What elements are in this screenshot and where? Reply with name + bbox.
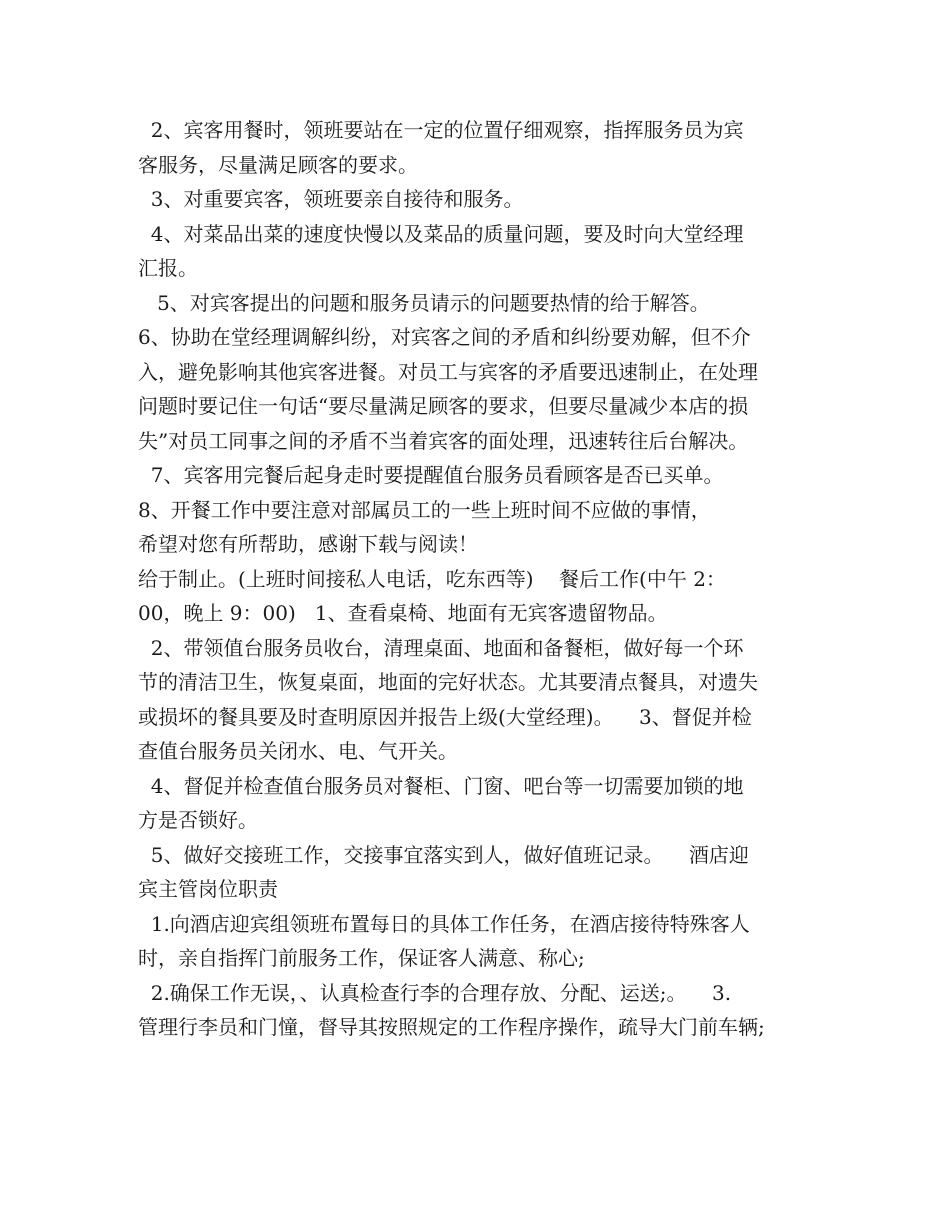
text-line: 节的清洁卫生，恢复桌面，地面的完好状态。尤其要清点餐具，对遗失: [138, 670, 758, 694]
text-line: 时，亲自指挥门前服务工作，保证客人满意、称心;: [138, 946, 585, 970]
text-line: 7、宾客用完餐后起身走时要提醒值台服务员看顾客是否已买单。: [138, 463, 724, 487]
text-line: 5、做好交接班工作，交接事宜落实到人，做好值班记录。 酒店迎: [138, 842, 749, 867]
text-line: 失”对员工同事之间的矛盾不当着宾客的面处理，迅速转往后台解决。: [138, 428, 749, 453]
text-line: 汇报。: [138, 256, 198, 280]
text-line: 2、宾客用餐时，领班要站在一定的位置仔细观察，指挥服务员为宾: [138, 118, 744, 142]
text-line: 5、对宾客提出的问题和服务员请示的问题要热情的给于解答。: [138, 290, 710, 315]
text-line: 2.确保工作无误，、认真检查行李的合理存放、分配、运送;。 3.: [138, 980, 732, 1005]
text-line: 1.向酒店迎宾组领班布置每日的具体工作任务，在酒店接待特殊客人: [138, 911, 750, 936]
text-line: 查值台服务员关闭水、电、气开关。: [138, 739, 458, 763]
text-line: 入，避免影响其他宾客进餐。对员工与宾客的矛盾要迅速制止，在处理: [138, 359, 758, 384]
text-line: 或损坏的餐具要及时查明原因并报告上级(大堂经理)。 3、督促并检: [138, 704, 752, 729]
text-line: 3、对重要宾客，领班要亲自接待和服务。: [138, 187, 524, 211]
text-line: 管理行李员和门憧，督导其按照规定的工作程序操作，疏导大门前车辆;: [138, 1015, 765, 1039]
text-line: 问题时要记住一句话“要尽量满足顾客的要求，但要尽量减少本店的损: [138, 394, 749, 418]
text-line: 客服务，尽量满足顾客的要求。: [138, 152, 418, 177]
text-line: 4、对菜品出菜的速度快慢以及菜品的质量问题，要及时向大堂经理: [138, 221, 744, 246]
text-line: 方是否锁好。: [138, 808, 258, 832]
text-line: 8、开餐工作中要注意对部属员工的一些上班时间不应做的事情，: [138, 497, 711, 522]
text-line: 4、督促并检查值台服务员对餐柜、门窗、吧台等一切需要加锁的地: [138, 773, 744, 798]
text-line: 2、带领值台服务员收台，清理桌面、地面和备餐柜，做好每一个环: [138, 635, 744, 660]
document-body: [138, 113, 818, 1045]
text-line: 给于制止。(上班时间接私人电话，吃东西等) 餐后工作(中午 2：: [138, 566, 726, 591]
text-line: 希望对您有所帮助，感谢下载与阅读！: [138, 532, 478, 556]
text-line: 宾主管岗位职责: [138, 877, 278, 901]
text-line: 00，晚上 9：00) 1、查看桌椅、地面有无宾客遗留物品。: [138, 601, 668, 625]
text-line: 6、协助在堂经理调解纠纷，对宾客之间的矛盾和纠纷要劝解，但不介: [138, 325, 751, 349]
